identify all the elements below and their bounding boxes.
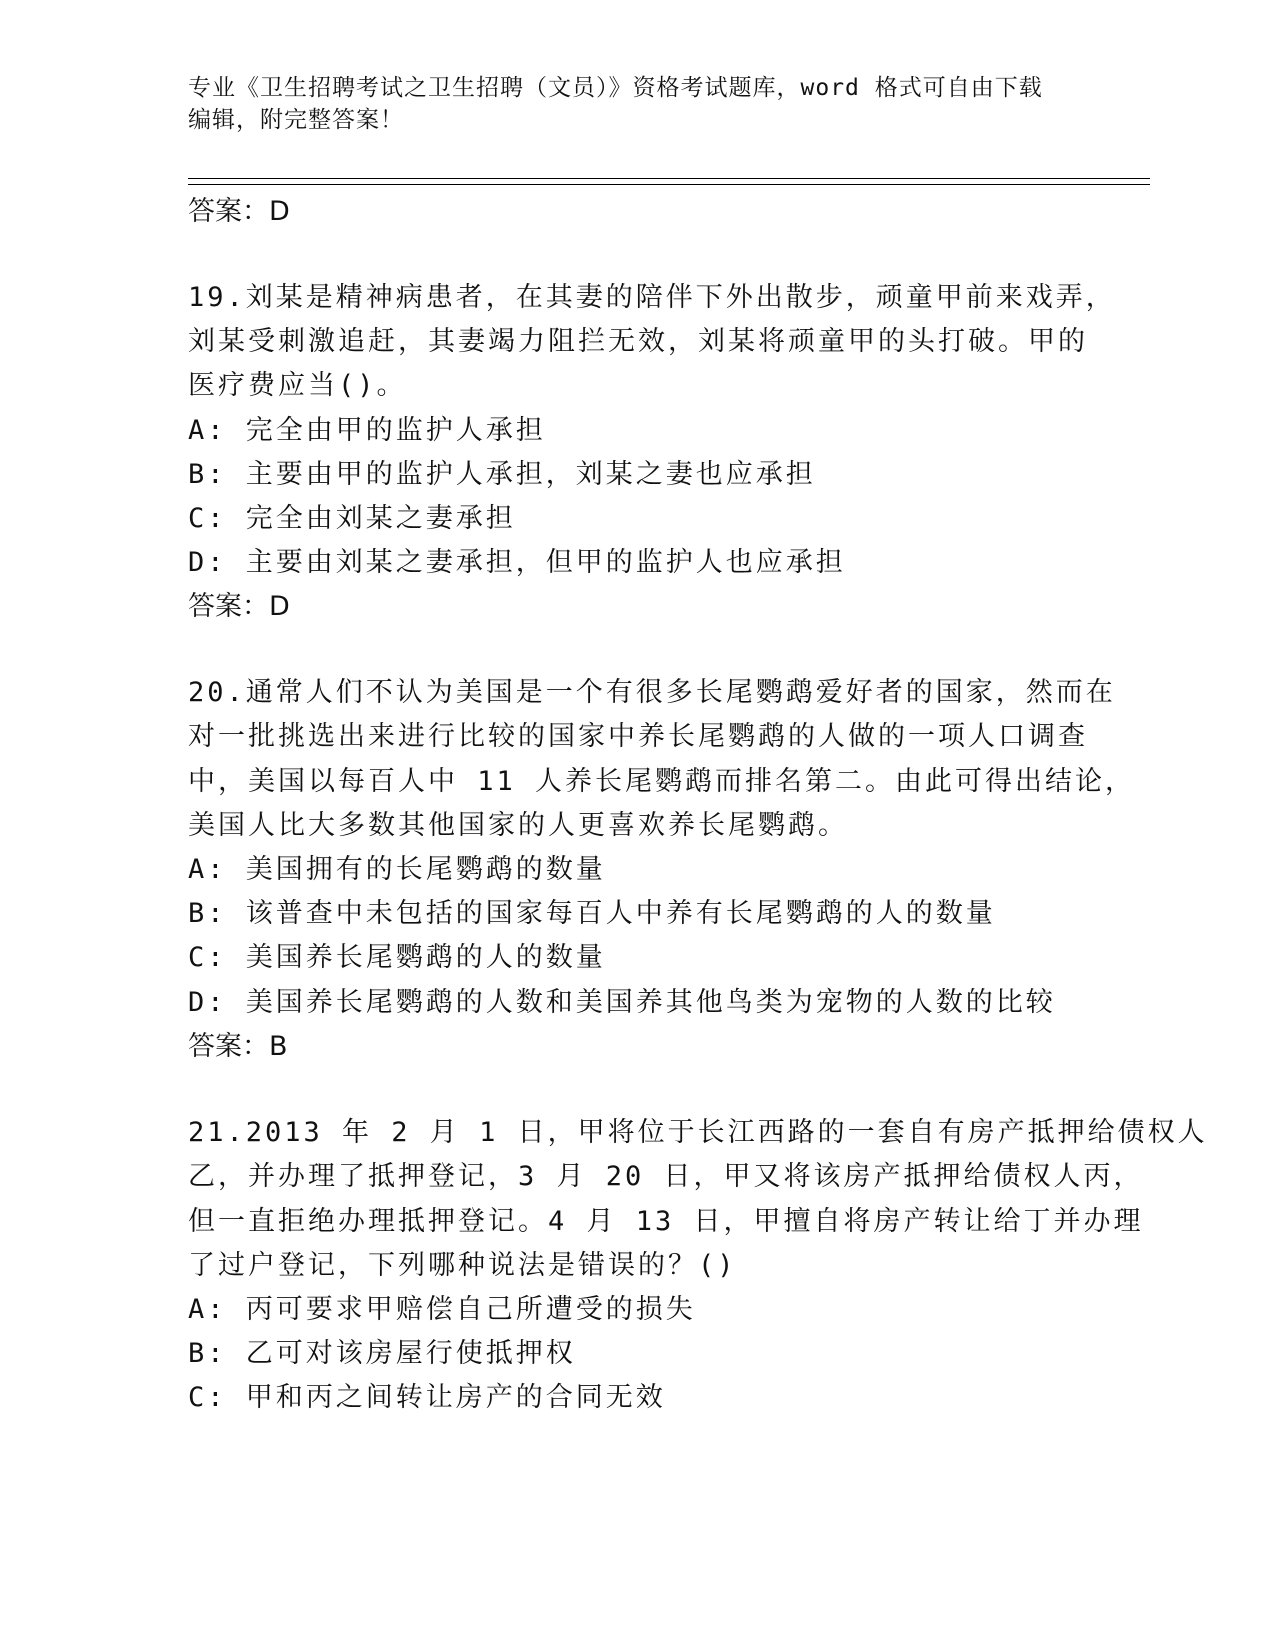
question-stem-line: 20.通常人们不认为美国是一个有很多长尾鹦鹉爱好者的国家，然而在 [188, 677, 1116, 708]
answer-line: 答案：B [188, 1031, 288, 1062]
answer-line: 答案：D [188, 591, 290, 622]
option-b: B: 乙可对该房屋行使抵押权 [188, 1338, 576, 1369]
option-c: C: 美国养长尾鹦鹉的人的数量 [188, 942, 606, 973]
answer-line: 答案：D [188, 196, 290, 227]
option-c: C: 甲和丙之间转让房产的合同无效 [188, 1382, 666, 1413]
question-stem-line: 对一批挑选出来进行比较的国家中养长尾鹦鹉的人做的一项人口调查 [188, 721, 1088, 752]
question-stem-line: 21.2013 年 2 月 1 日，甲将位于长江西路的一套自有房产抵押给债权人 [188, 1117, 1208, 1148]
question-stem-line: 19.刘某是精神病患者，在其妻的陪伴下外出散步，顽童甲前来戏弄， [188, 282, 1116, 313]
option-d: D: 美国养长尾鹦鹉的人数和美国养其他鸟类为宠物的人数的比较 [188, 987, 1056, 1018]
option-b: B: 主要由甲的监护人承担，刘某之妻也应承担 [188, 459, 816, 490]
option-d: D: 主要由刘某之妻承担，但甲的监护人也应承担 [188, 547, 846, 578]
option-a: A: 丙可要求甲赔偿自己所遭受的损失 [188, 1294, 696, 1325]
question-stem-line: 但一直拒绝办理抵押登记。4 月 13 日，甲擅自将房产转让给丁并办理 [188, 1206, 1144, 1237]
question-stem-line: 乙，并办理了抵押登记，3 月 20 日，甲又将该房产抵押给债权人丙， [188, 1161, 1144, 1192]
header-divider [188, 178, 1150, 179]
question-stem-line: 刘某受刺激追赶，其妻竭力阻拦无效，刘某将顽童甲的头打破。甲的 [188, 326, 1088, 357]
document-header [188, 72, 1088, 136]
option-c: C: 完全由刘某之妻承担 [188, 503, 516, 534]
option-a: A: 美国拥有的长尾鹦鹉的数量 [188, 854, 606, 885]
question-stem-line: 医疗费应当()。 [188, 370, 407, 401]
question-stem-line: 美国人比大多数其他国家的人更喜欢养长尾鹦鹉。 [188, 810, 848, 841]
option-b: B: 该普查中未包括的国家每百人中养有长尾鹦鹉的人的数量 [188, 898, 996, 929]
question-stem-line: 中，美国以每百人中 11 人养长尾鹦鹉而排名第二。由此可得出结论， [188, 766, 1136, 797]
question-stem-line: 了过户登记，下列哪种说法是错误的？() [188, 1250, 737, 1281]
header-divider [188, 184, 1150, 185]
header-line: 专业《卫生招聘考试之卫生招聘（文员）》资格考试题库，word 格式可自由下载 [188, 75, 1043, 101]
option-a: A: 完全由甲的监护人承担 [188, 415, 546, 446]
header-line: 编辑，附完整答案！ [188, 107, 404, 133]
